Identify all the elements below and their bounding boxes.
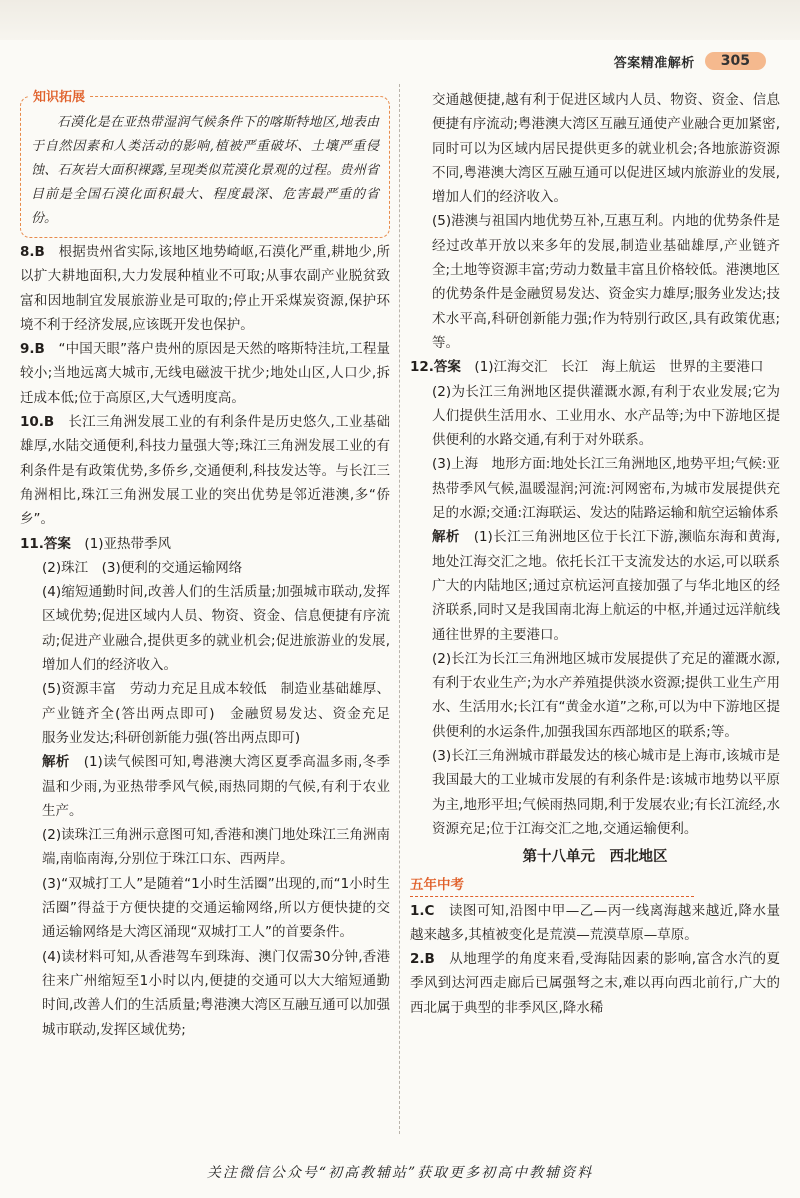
answer-item-10: [20, 410, 390, 531]
header-title: 答案精准解析: [613, 55, 695, 71]
item-number: 9.B: [20, 341, 45, 358]
answer-item-9: [20, 337, 390, 410]
q11-a1: (1)亚热带季风: [84, 535, 172, 552]
analysis-label: 解析: [432, 529, 460, 546]
column-divider: [399, 84, 400, 1134]
answer-item-r1: [410, 899, 780, 948]
q12-a1: (1)江海交汇 长江 海上航运 世界的主要港口: [474, 359, 764, 376]
q11-a4: (4)缩短通勤时间,改善人们的生活质量;加强城市联动,发挥区域优势;促进区域内人员、物资、资金、信息便捷有序流动;促进产业融合,提供更多的就业机会;促进旅游业的发展,增加人们的经济收入。: [42, 584, 390, 674]
q11-e4: (4)读材料可知,从香港驾车到珠海、澳门仅需30分钟,香港往来广州缩短至1小时以内,便捷的交通可以大大缩短通勤时间,改善人们的生活质量;粤港澳大湾区互融互通可以加强城市联动,发挥区域优势;: [42, 948, 390, 1038]
item-number: 8.B: [20, 244, 45, 260]
q11-continuation: 交通越便捷,越有利于促进区域内人员、物资、资金、信息便捷有序流动;粤港澳大湾区互融互通使产业融合更加紧密,同时可以为区域内居民提供更多的就业机会;各地旅游资源不同,粤港澳大湾区互融互通可以促进区域内旅游业的发展,增加人们的经济收入。: [432, 92, 780, 206]
item-text: “中国天眼”落户贵州的原因是天然的喀斯特洼坑,工程量较小;当地远离大城市,无线电磁波干扰少;地处山区,人口少,拆迁成本低;位于高原区,大气透明度高。: [20, 341, 391, 406]
left-column: [20, 88, 404, 1042]
q11-e1-line: [20, 750, 390, 823]
right-column: [410, 88, 780, 1020]
q12-answer-line: [410, 355, 780, 379]
top-band: [0, 0, 800, 40]
page-number-badge: 305: [705, 52, 766, 70]
q12-e2: (2)长江为长江三角洲地区城市发展提供了充足的灌溉水源,有利于农业生产;为水产养殖提供淡水资源;提供工业生产用水、生活用水;长江有“黄金水道”之称,可以为中下游地区提供便利的水运条件,加强我国东西部地区的联系;等。: [432, 650, 780, 740]
knowledge-box-title: 知识拓展: [29, 86, 89, 110]
q12-a3: (3)上海 地形方面:地处长江三角洲地区,地势平坦;气候:亚热带季风气候,温暖湿润;河流:河网密布,为城市发展提供充足的水源;交通:江海联运、发达的陆路运输和航空运输体系: [432, 456, 780, 522]
answer-item-r2: [410, 947, 780, 1020]
q11-a2: (2)珠江 (3)便利的交通运输网络: [42, 559, 243, 576]
answer-item-8: [20, 240, 390, 337]
q11-e1: (1)读气候图可知,粤港澳大湾区夏季高温多雨,冬季温和少雨,为亚热带季风气候,雨热同期的气候,有利于农业生产。: [42, 754, 391, 819]
q12-e1: (1)长江三角洲地区位于长江下游,濒临东海和黄海,地处江海交汇之地。依托长江干支流发达的水运,可以联系广大的内陆地区;通过京杭运河直接加强了与华北地区的经济联系,同时又是我国南北海上航运的中枢,并通过远洋航线通往世界的主要港口。: [432, 529, 781, 643]
item-text: 从地理学的角度来看,受海陆因素的影响,富含水汽的夏季风到达河西走廊后已属强弩之末,难以再向西北前行,广大的西北属于典型的非季风区,降水稀: [410, 951, 780, 1016]
q11-e3: (3)“双城打工人”是随着“1小时生活圈”出现的,而“1小时生活圈”得益于方便快捷的交通运输网络,所以方便快捷的交通运输网络是大湾区涌现“双城打工人”的首要条件。: [42, 875, 390, 941]
q12-a2: (2)为长江三角洲地区提供灌溉水源,有利于农业发展;它为人们提供生活用水、工业用水、水产品等;为中下游地区提供便利的水路交通,有利于对外联系。: [432, 383, 780, 449]
item-number: 12.: [410, 359, 434, 376]
q11-e5: (5)港澳与祖国内地优势互补,互惠互利。内地的优势条件是经过改革开放以来多年的发展,制造业基础雄厚,产业链齐全;土地等资源丰富;劳动力数量丰富且价格较低。港澳地区的优势条件是金融贸易发达、资金实力雄厚;服务业发达;技术水平高,科研创新能力强;作为特别行政区,具有政策优惠;等。: [432, 213, 780, 351]
analysis-label: 解析: [42, 754, 70, 771]
item-text: 根据贵州省实际,该地区地势崎岖,石漠化严重,耕地少,所以扩大耕地面积,大力发展种植业不可取;从事农副产业脱贫致富和因地制宜发展旅游业是可取的;停止开采煤炭资源,保护环境不利于经济发展,应该既开发也保护。: [20, 244, 391, 333]
section-title: 五年中考: [410, 874, 694, 897]
item-number: 10.B: [20, 414, 55, 431]
q11-e2: (2)读珠江三角洲示意图可知,香港和澳门地处珠江三角洲南端,南临南海,分别位于珠江口东、西两岸。: [42, 827, 390, 868]
unit-title: 第十八单元 西北地区: [522, 849, 668, 866]
item-number: 11.: [20, 535, 44, 552]
answer-label: 答案: [43, 535, 71, 552]
knowledge-box: [20, 90, 390, 238]
footer-watermark: 关注微信公众号“初高教辅站”获取更多初高中教辅资料: [206, 1165, 594, 1181]
knowledge-box-text: 石漠化是在亚热带湿润气候条件下的喀斯特地区,地表由于自然因素和人类活动的影响,植被严重破坏、土壤严重侵蚀、石灰岩大面积裸露,呈现类似荒漠化景观的过程。贵州省目前是全国石漠化面积最大、程度最深、危害最严重的省份。: [31, 115, 379, 226]
item-text: 读图可知,沿图中甲—乙—丙一线离海越来越近,降水量越来越多,其植被变化是荒漠—荒漠草原—草原。: [410, 902, 780, 943]
page-header: [614, 50, 766, 72]
q12-e1-line: [410, 525, 780, 646]
item-text: 长江三角洲发展工业的有利条件是历史悠久,工业基础雄厚,水陆交通便利,科技力量强大等;珠江三角洲发展工业的有利条件是有政策优势,多侨乡,交通便利,科技发达等。与长江三角洲相比,珠江三角洲发展工业的突出优势是邻近港澳,多“侨乡”。: [20, 414, 391, 528]
q12-e3: (3)长江三角洲城市群最发达的核心城市是上海市,该城市是我国最大的工业城市发展的有利条件是:该城市地势以平原为主,地形平坦;气候雨热同期,利于发展农业;有长江流经,水资源充足;位于江海交汇之地,交通运输便利。: [432, 748, 780, 837]
q11-a5: (5)资源丰富 劳动力充足且成本较低 制造业基础雄厚、产业链齐全(答出两点即可) 金融贸易发达、资金充足 服务业发达;科研创新能力强(答出两点即可): [42, 681, 404, 746]
q11-answer-line: [20, 532, 390, 556]
item-number: 1.C: [410, 902, 435, 919]
answer-label: 答案: [433, 359, 461, 376]
item-number: 2.B: [410, 951, 435, 968]
